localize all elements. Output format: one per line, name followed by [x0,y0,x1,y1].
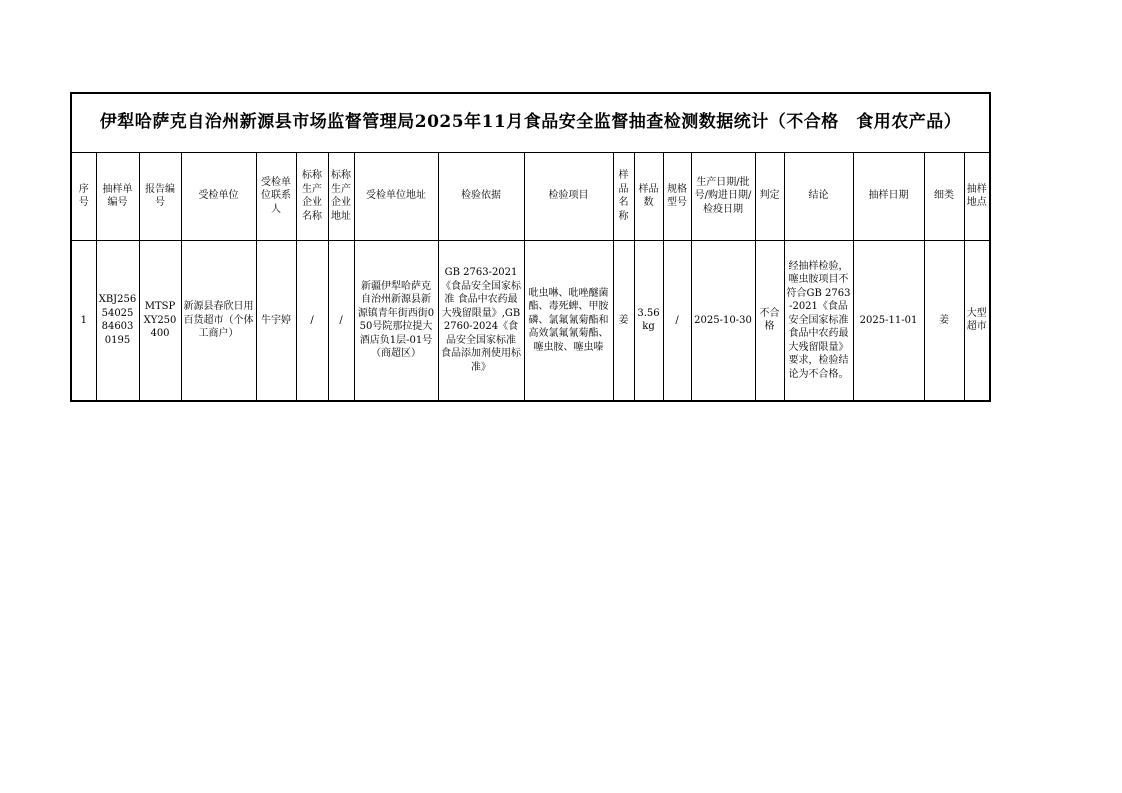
col-header-inspected-unit: 受检单位 [181,152,256,240]
cell-index: 1 [71,240,96,401]
cell-sampling-date: 2025-11-01 [853,240,924,401]
cell-inspected-unit: 新源县春欣日用百货超市（个体工商户） [181,240,256,401]
col-header-judgment: 判定 [755,152,784,240]
col-header-unit-contact: 受检单位联系人 [256,152,296,240]
col-header-unit-address: 受检单位地址 [354,152,438,240]
col-header-sampling-date: 抽样日期 [853,152,924,240]
col-header-inspection-items: 检验项目 [524,152,613,240]
table-row [71,240,990,401]
cell-sample-name: 姜 [613,240,634,401]
cell-judgment: 不合格 [755,240,784,401]
col-header-sample-name: 样品名称 [613,152,634,240]
inspection-data-table [70,92,991,402]
cell-inspection-basis: GB 2763-2021《食品安全国家标准 食品中农药最大残留限量》,GB 2760-2024《食品安全国家标准 食品添加剂使用标准》 [438,240,524,401]
col-header-production-date: 生产日期/批号/购进日期/检疫日期 [691,152,755,240]
col-header-inspection-basis: 检验依据 [438,152,524,240]
cell-producer-address: / [328,240,354,401]
table-header-row [71,152,990,240]
table-title-row [71,93,990,152]
col-header-producer-address: 标称生产企业地址 [328,152,354,240]
cell-unit-contact: 牛宇婷 [256,240,296,401]
cell-conclusion: 经抽样检验，噻虫胺项目不符合GB 2763-2021《食品安全国家标准 食品中农药最大残留限量》要求，检验结论为不合格。 [784,240,853,401]
cell-production-date: 2025-10-30 [691,240,755,401]
col-header-subcategory: 细类 [924,152,964,240]
col-header-conclusion: 结论 [784,152,853,240]
cell-producer-name: / [296,240,328,401]
cell-subcategory: 姜 [924,240,964,401]
col-header-report-no: 报告编号 [139,152,181,240]
col-header-sampling-place: 抽样地点 [964,152,990,240]
report-sheet [70,92,991,402]
cell-inspection-items: 吡虫啉、吡唑醚菌酯、毒死蜱、甲胺磷、氯氟氰菊酯和高效氯氟氰菊酯、噻虫胺、噻虫嗪 [524,240,613,401]
page-title: 伊犁哈萨克自治州新源县市场监督管理局2025年11月食品安全监督抽查检测数据统计（不合格 食用农产品） [71,93,990,152]
cell-sampling-place: 大型超市 [964,240,990,401]
col-header-sample-no: 抽样单编号 [96,152,139,240]
cell-sample-qty: 3.56 kg [634,240,663,401]
cell-spec-model: / [663,240,691,401]
cell-sample-no: XBJ25654025846030195 [96,240,139,401]
col-header-sample-qty: 样品数 [634,152,663,240]
cell-report-no: MTSPXY250400 [139,240,181,401]
col-header-producer-name: 标称生产企业名称 [296,152,328,240]
cell-unit-address: 新疆伊犁哈萨克自治州新源县新源镇青年街西街050号院那拉提大酒店负1层-01号（商超区） [354,240,438,401]
col-header-spec-model: 规格型号 [663,152,691,240]
col-header-index: 序号 [71,152,96,240]
